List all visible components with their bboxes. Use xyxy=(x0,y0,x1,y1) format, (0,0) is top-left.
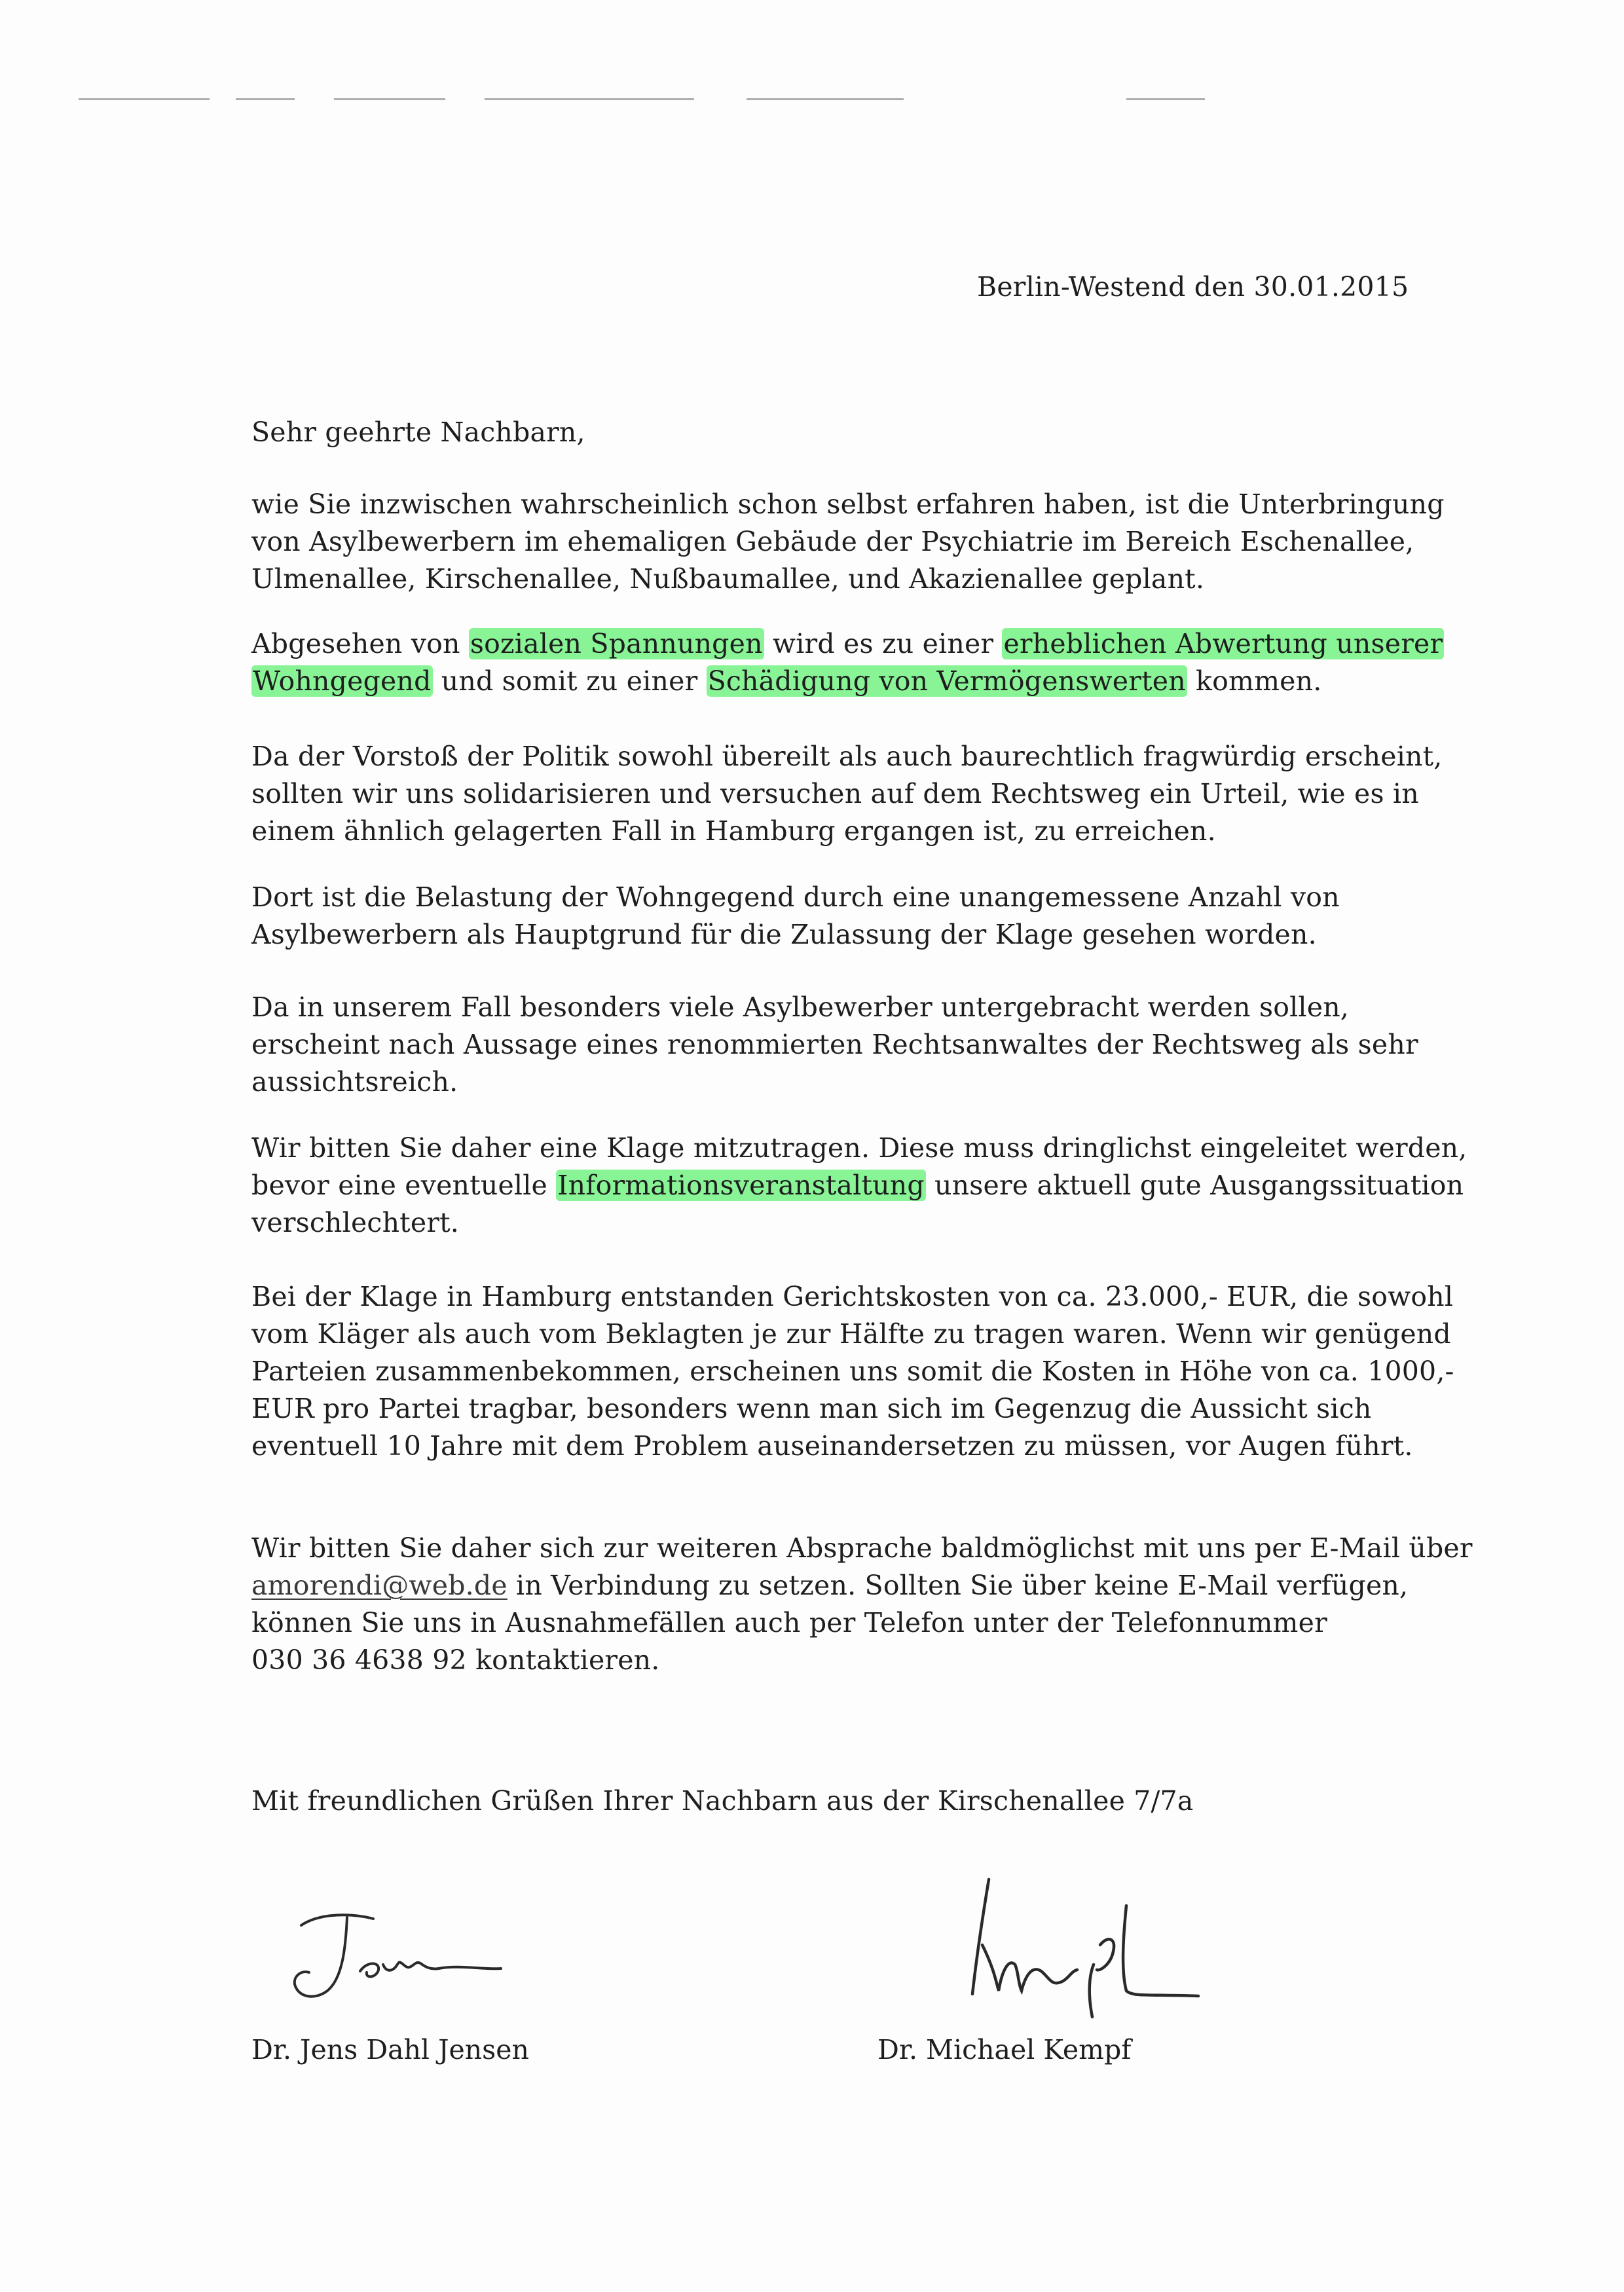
text-run: Abgesehen von xyxy=(251,628,469,659)
paragraph-2-line xyxy=(251,625,1444,663)
paragraph-6-line: verschlechtert. xyxy=(251,1207,460,1238)
text-run: bevor eine eventuelle xyxy=(251,1170,557,1201)
paragraph-8-line: 030 36 4638 92 kontaktieren. xyxy=(251,1644,660,1676)
paragraph-8-line: Wir bitten Sie daher sich zur weiteren Absprache baldmöglichst mit uns per E-Mail über xyxy=(251,1532,1473,1564)
text-run: wird es zu einer xyxy=(764,628,1003,659)
paragraph-8-line xyxy=(251,1567,1473,1604)
paragraph-8 xyxy=(251,1530,1473,1679)
paragraph-3 xyxy=(251,738,1443,850)
closing: Mit freundlichen Grüßen Ihrer Nachbarn aus der Kirschenallee 7/7a xyxy=(251,1785,1194,1817)
paragraph-3-line: Da der Vorstoß der Politik sowohl übereilt als auch baurechtlich fragwürdig erscheint, xyxy=(251,741,1443,772)
highlight-info-event: Informationsveranstaltung xyxy=(557,1170,925,1201)
paragraph-4 xyxy=(251,879,1340,953)
paragraph-1-line: Ulmenallee, Kirschenallee, Nußbaumallee, und Akazienallee geplant. xyxy=(251,563,1205,595)
paragraph-2 xyxy=(251,625,1444,700)
signature-jensen xyxy=(275,1899,524,2030)
paragraph-4-line: Asylbewerbern als Hauptgrund für die Zulassung der Klage gesehen worden. xyxy=(251,919,1317,950)
place-date: Berlin-Westend den 30.01.2015 xyxy=(977,271,1409,303)
paragraph-1 xyxy=(251,486,1445,598)
text-run: in Verbindung zu setzen. Sollten Sie über keine E-Mail verfügen, xyxy=(507,1570,1409,1601)
paragraph-8-line: können Sie uns in Ausnahmefällen auch per Telefon unter der Telefonnummer xyxy=(251,1607,1327,1638)
paragraph-7-line: EUR pro Partei tragbar, besonders wenn man sich im Gegenzug die Aussicht sich xyxy=(251,1393,1372,1424)
highlight-asset-damage: Schädigung von Vermögenswerten xyxy=(707,665,1186,697)
paragraph-6-line: Wir bitten Sie daher eine Klage mitzutragen. Diese muss dringlichst eingeleitet werden, xyxy=(251,1132,1467,1164)
paragraph-5-line: erscheint nach Aussage eines renommierten Rechtsanwaltes der Rechtsweg als sehr xyxy=(251,1029,1418,1060)
paragraph-5 xyxy=(251,989,1418,1101)
paragraph-5-line: aussichtsreich. xyxy=(251,1066,458,1098)
paragraph-5-line: Da in unserem Fall besonders viele Asylbewerber untergebracht werden sollen, xyxy=(251,991,1350,1023)
text-run: und somit zu einer xyxy=(432,665,707,697)
paragraph-6 xyxy=(251,1130,1467,1242)
highlight-social-tensions: sozialen Spannungen xyxy=(470,628,763,659)
paragraph-7-line: eventuell 10 Jahre mit dem Problem auseinandersetzen zu müssen, vor Augen führt. xyxy=(251,1430,1413,1462)
paragraph-1-line: von Asylbewerbern im ehemaligen Gebäude der Psychiatrie im Bereich Eschenallee, xyxy=(251,526,1414,557)
text-run: kommen. xyxy=(1187,665,1322,697)
paragraph-2-line xyxy=(251,663,1444,700)
highlight-neighbourhood: Wohngegend xyxy=(253,665,432,697)
signature-kempf xyxy=(936,1866,1238,2037)
text-run: unsere aktuell gute Ausgangssituation xyxy=(925,1170,1464,1201)
signer-right-name: Dr. Michael Kempf xyxy=(877,2034,1132,2065)
paragraph-7 xyxy=(251,1278,1454,1465)
paragraph-1-line: wie Sie inzwischen wahrscheinlich schon selbst erfahren haben, ist die Unterbringung xyxy=(251,489,1445,520)
paragraph-7-line: vom Kläger als auch vom Beklagten je zur Hälfte zu tragen waren. Wenn wir genügend xyxy=(251,1318,1451,1350)
paragraph-3-line: einem ähnlich gelagerten Fall in Hamburg ergangen ist, zu erreichen. xyxy=(251,815,1216,847)
scanned-top-rule xyxy=(79,98,1519,102)
paragraph-3-line: sollten wir uns solidarisieren und versuchen auf dem Rechtsweg ein Urteil, wie es in xyxy=(251,778,1419,809)
email-link[interactable]: amorendi@web.de xyxy=(251,1570,507,1601)
paragraph-7-line: Bei der Klage in Hamburg entstanden Gerichtskosten von ca. 23.000,- EUR, die sowohl xyxy=(251,1281,1454,1312)
signer-left-name: Dr. Jens Dahl Jensen xyxy=(251,2034,529,2065)
highlight-devaluation: erheblichen Abwertung unserer xyxy=(1003,628,1443,659)
salutation: Sehr geehrte Nachbarn, xyxy=(251,416,585,448)
paragraph-6-line xyxy=(251,1167,1467,1204)
paragraph-7-line: Parteien zusammenbekommen, erscheinen uns somit die Kosten in Höhe von ca. 1000,- xyxy=(251,1356,1454,1387)
paragraph-4-line: Dort ist die Belastung der Wohngegend durch eine unangemessene Anzahl von xyxy=(251,881,1340,913)
